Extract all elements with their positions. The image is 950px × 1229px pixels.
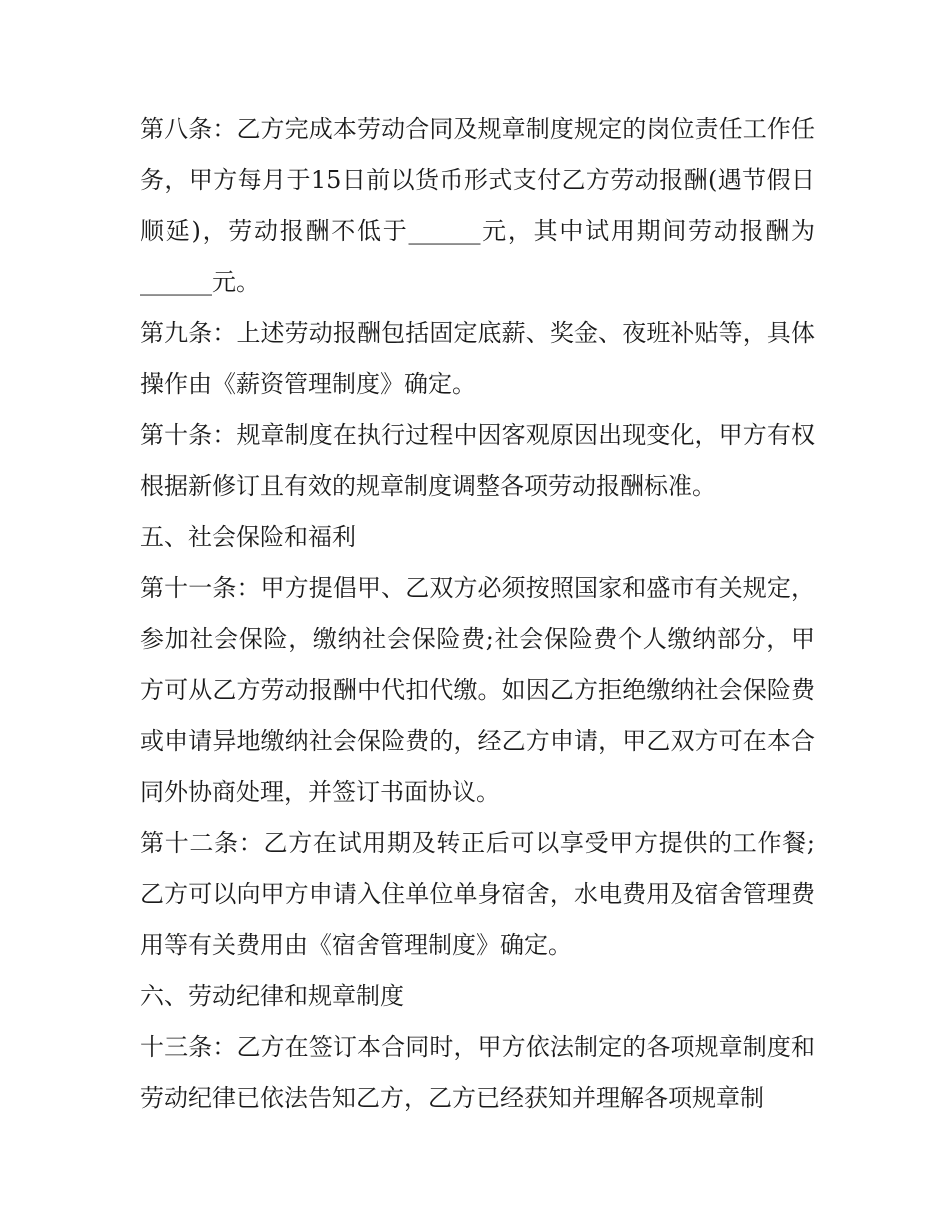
article-11-social-insurance: 第十一条：甲方提倡甲、乙双方必须按照国家和盛市有关规定，参加社会保险，缴纳社会保险费;社会保险费个人缴纳部分，甲方可从乙方劳动报酬中代扣代缴。如因乙方拒绝缴纳社会保险费或申请异地缴纳社会保险费的，经乙方申请，甲乙双方可在本合同外协商处理，并签订书面协议。 <box>140 574 815 806</box>
document-body <box>140 104 815 1124</box>
article-9-salary-composition: 第九条：上述劳动报酬包括固定底薪、奖金、夜班补贴等，具体操作由《薪资管理制度》确定。 <box>140 319 815 398</box>
section-6-heading: 六、劳动纪律和规章制度 <box>140 982 404 1010</box>
article-13-discipline: 十三条：乙方在签订本合同时，甲方依法制定的各项规章制度和劳动纪律已依法告知乙方，乙方已经获知并理解各项规章制 <box>140 1033 815 1112</box>
article-8-salary-payment: 第八条：乙方完成本劳动合同及规章制度规定的岗位责任工作任务，甲方每月于15日前以货币形式支付乙方劳动报酬(遇节假日顺延)，劳动报酬不低于______元，其中试用期间劳动报酬为______元。 <box>140 115 815 296</box>
article-10-salary-adjustment: 第十条：规章制度在执行过程中因客观原因出现变化，甲方有权根据新修订且有效的规章制度调整各项劳动报酬标准。 <box>140 421 815 500</box>
article-12-welfare: 第十二条：乙方在试用期及转正后可以享受甲方提供的工作餐;乙方可以向甲方申请入住单位单身宿舍，水电费用及宿舍管理费用等有关费用由《宿舍管理制度》确定。 <box>140 829 815 959</box>
section-5-heading: 五、社会保险和福利 <box>140 523 356 551</box>
